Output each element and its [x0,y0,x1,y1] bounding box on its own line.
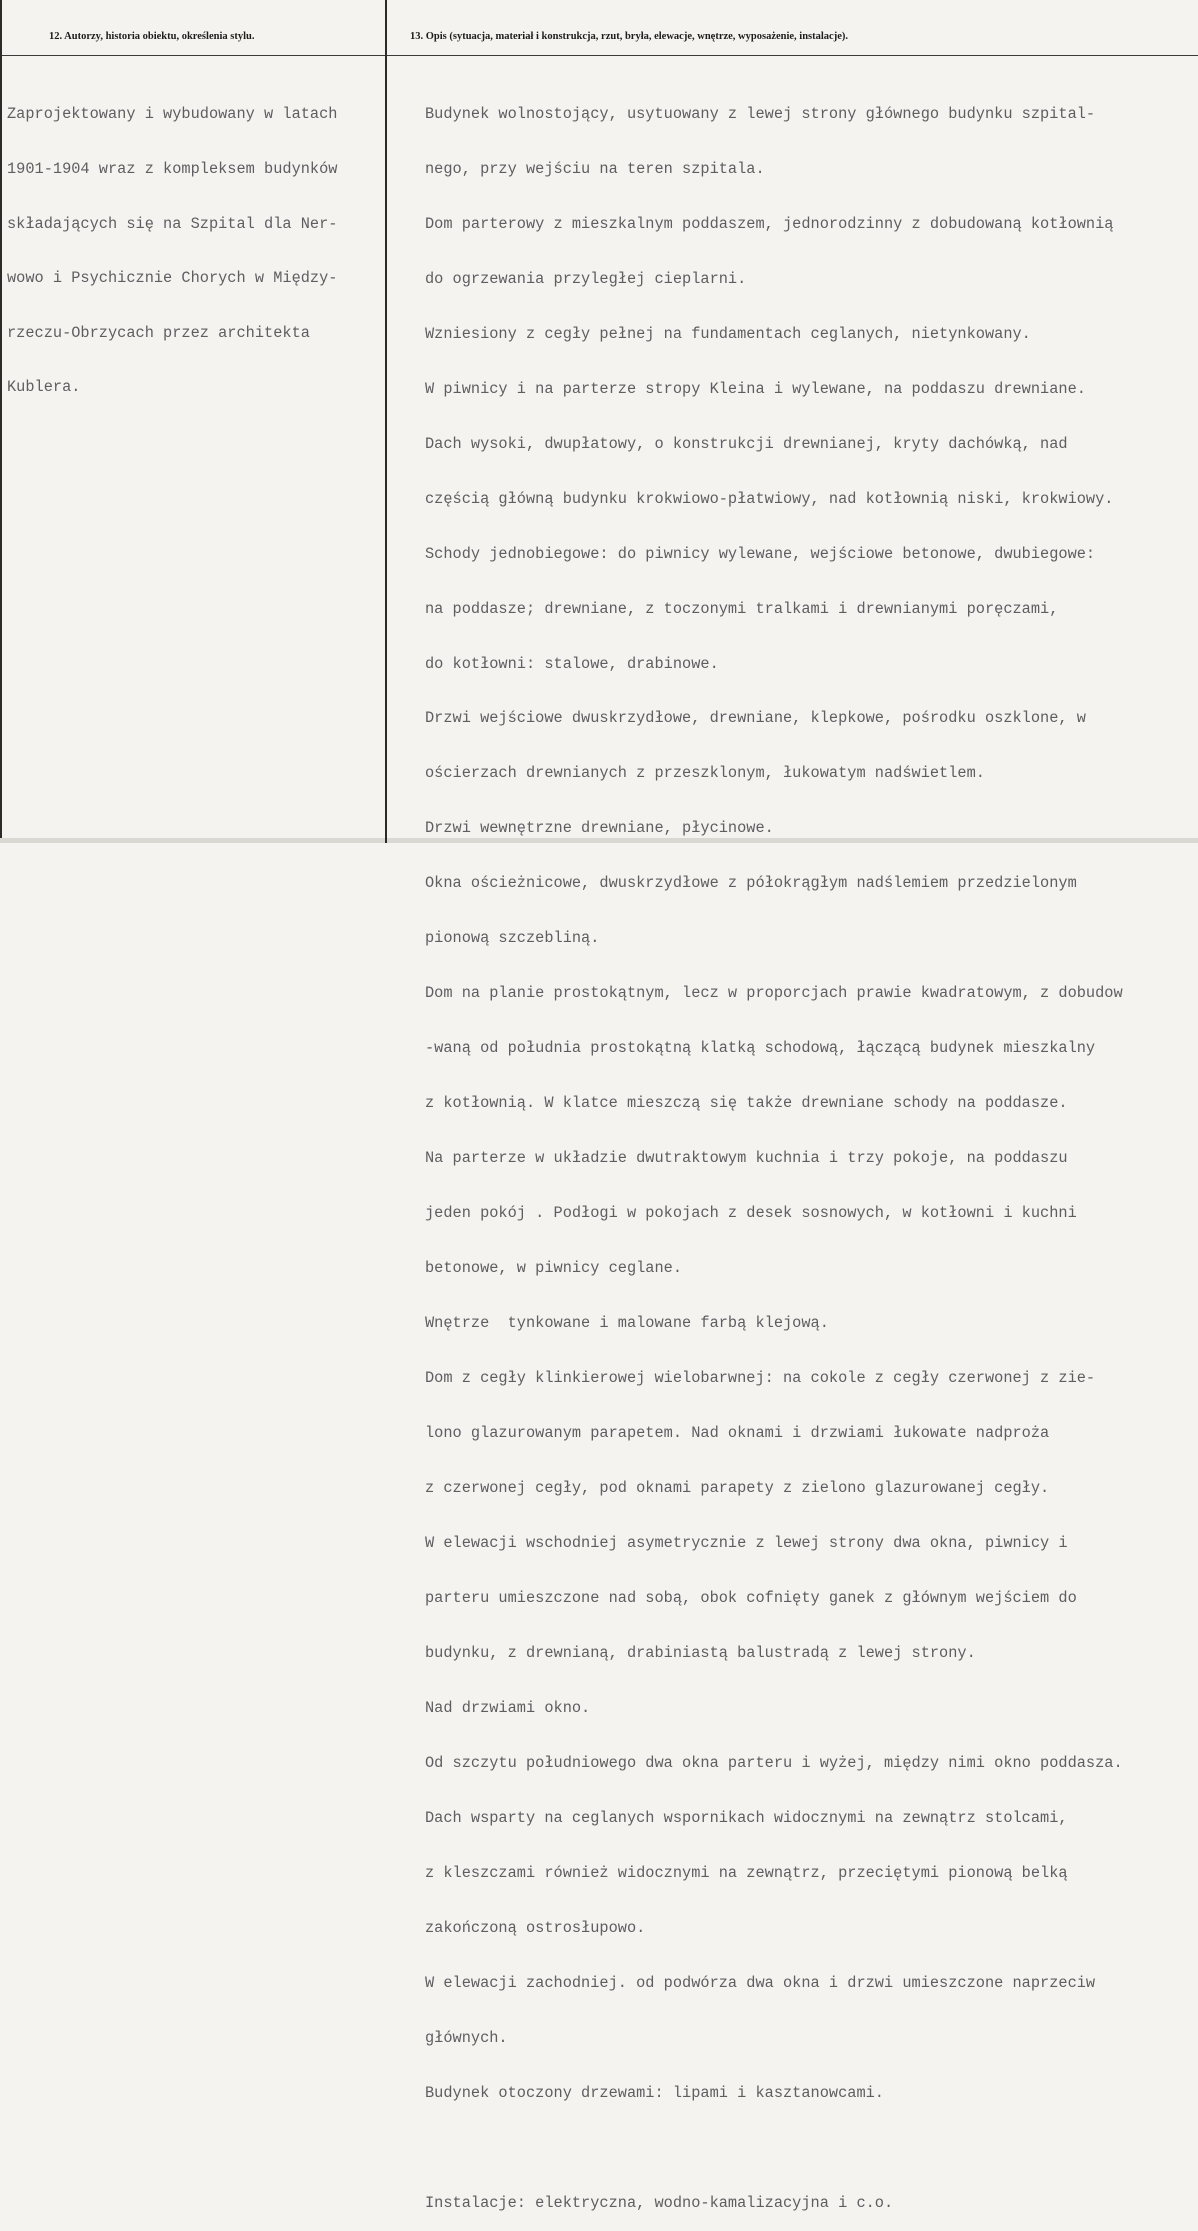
section-12-line: rzeczu-Obrzycach przez architekta [7,323,310,342]
section-13-line: na poddasze; drewniane, z toczonymi tralkami i drewnianymi poręczami, [425,599,1059,618]
section-12-line: wowo i Psychicznie Chorych w Między- [7,269,338,288]
section-13-line: betonowe, w piwnicy ceglane. [425,1259,683,1278]
section-12-line: 1901-1904 wraz z kompleksem budynków [7,160,338,178]
section-13-line: lono glazurowanym parapetem. Nad oknami i drzwiami łukowate nadproża [425,1424,1050,1443]
section-13-line: W piwnicy i na parterze stropy Kleina i wylewane, na poddaszu drewniane. [425,379,1086,398]
section-13-line: Budynek wolnostojący, usytuowany z lewej strony głównego budynku szpital- [425,104,1096,123]
section-13-line: parteru umieszczone nad sobą, obok cofnięty ganek z głównym wejściem do [425,1589,1077,1608]
section-12-line: składających się na Szpital dla Ner- [7,214,338,233]
section-13-line: Dach wysoki, dwupłatowy, o konstrukcji drewnianej, kryty dachówką, nad [425,434,1068,453]
column-divider [385,0,387,843]
section-13-line: Dom parterowy z mieszkalnym poddaszem, jednorodzinny z dobudowaną kotłownią [425,214,1114,233]
section-13-heading: 13. Opis (sytuacja, materiał i konstrukcja, rzut, bryła, elewacje, wnętrze, wyposażenie, instalacje). [410,31,849,42]
section-13-line: Schody jednobiegowe: do piwnicy wylewane, wejściowe betonowe, dwubiegowe: [425,544,1096,563]
section-13-line: z kleszczami również widocznymi na zewnątrz, przeciętymi pionową belką [425,1864,1068,1883]
section-13-line: do kotłowni: stalowe, drabinowe. [425,654,719,673]
section-13-line: jeden pokój . Podłogi w pokojach z desek sosnowych, w kotłowni i kuchni [425,1204,1077,1223]
section-13-header-rule [387,55,1198,56]
section-13-line: Dach wsparty na ceglanych wspornikach widocznymi na zewnątrz stolcami, [425,1809,1068,1828]
section-13-line: budynku, z drewnianą, drabiniastą balustradą z lewej strony. [425,1644,976,1663]
section-13-line [425,2139,1198,2157]
section-13-line: W elewacji zachodniej. od podwórza dwa okna i drzwi umieszczone naprzeciw [425,1974,1096,1993]
section-13-body [425,68,1198,2231]
section-13-line: Budynek otoczony drzewami: lipami i kasztanowcami. [425,2084,884,2103]
section-12-line: Kublera. [7,378,81,397]
section-13-line: Dom na planie prostokątnym, lecz w proporcjach prawie kwadratowym, z dobudow [425,984,1123,1003]
section-13-line: nego, przy wejściu na teren szpitala. [425,159,765,178]
section-13-line: Wnętrze tynkowane i malowane farbą klejową. [425,1314,829,1333]
section-13-line: Wzniesiony z cegły pełnej na fundamentach ceglanych, nietynkowany. [425,324,1031,343]
section-12-header-rule [2,55,385,56]
section-13-line: głównych. [425,2029,508,2048]
section-13-line: Nad drzwiami okno. [425,1699,591,1718]
section-13-line: z kotłownią. W klatce mieszczą się także drewniane schody na poddasze. [425,1094,1068,1113]
section-13-line: zakończoną ostrosłupowo. [425,1919,646,1938]
section-13-line: -waną od południa prostokątną klatką schodową, łączącą budynek mieszkalny [425,1039,1096,1058]
section-13-line: Od szczytu południowego dwa okna parteru i wyżej, między nimi okno poddasza. [425,1754,1123,1773]
section-13-line: pionową szczebliną. [425,929,600,948]
section-13-line: ościerzach drewnianych z przeszklonym, łukowatym nadświetlem. [425,764,985,783]
section-12-heading: 12. Autorzy, historia obiektu, określenia stylu. [49,31,255,42]
section-13-line: Drzwi wejściowe dwuskrzydłowe, drewniane, klepkowe, pośrodku oszklone, w [425,709,1086,728]
section-13-line: W elewacji wschodniej asymetrycznie z lewej strony dwa okna, piwnicy i [425,1534,1068,1553]
section-13-line: częścią główną budynku krokwiowo-płatwiowy, nad kotłownią niski, krokwiowy. [425,489,1114,508]
section-13-line: Dom z cegły klinkierowej wielobarwnej: na cokole z cegły czerwonej z zie- [425,1369,1096,1388]
section-12-line: Zaprojektowany i wybudowany w latach [7,105,338,124]
section-13-line: z czerwonej cegły, pod oknami parapety z zielono glazurowanej cegły. [425,1479,1050,1498]
section-12-body [7,69,337,415]
section-13-line: Na parterze w układzie dwutraktowym kuchnia i trzy pokoje, na poddaszu [425,1149,1068,1168]
section-13-line: Drzwi wewnętrzne drewniane, płycinowe. [425,819,774,838]
section-13-line: Okna ościeżnicowe, dwuskrzydłowe z półokrągłym nadślemiem przedzielonym [425,874,1077,893]
section-13-line: Instalacje: elektryczna, wodno-kamalizacyjna i c.o. [425,2194,894,2213]
section-13-line: do ogrzewania przyległej cieplarni. [425,269,747,288]
